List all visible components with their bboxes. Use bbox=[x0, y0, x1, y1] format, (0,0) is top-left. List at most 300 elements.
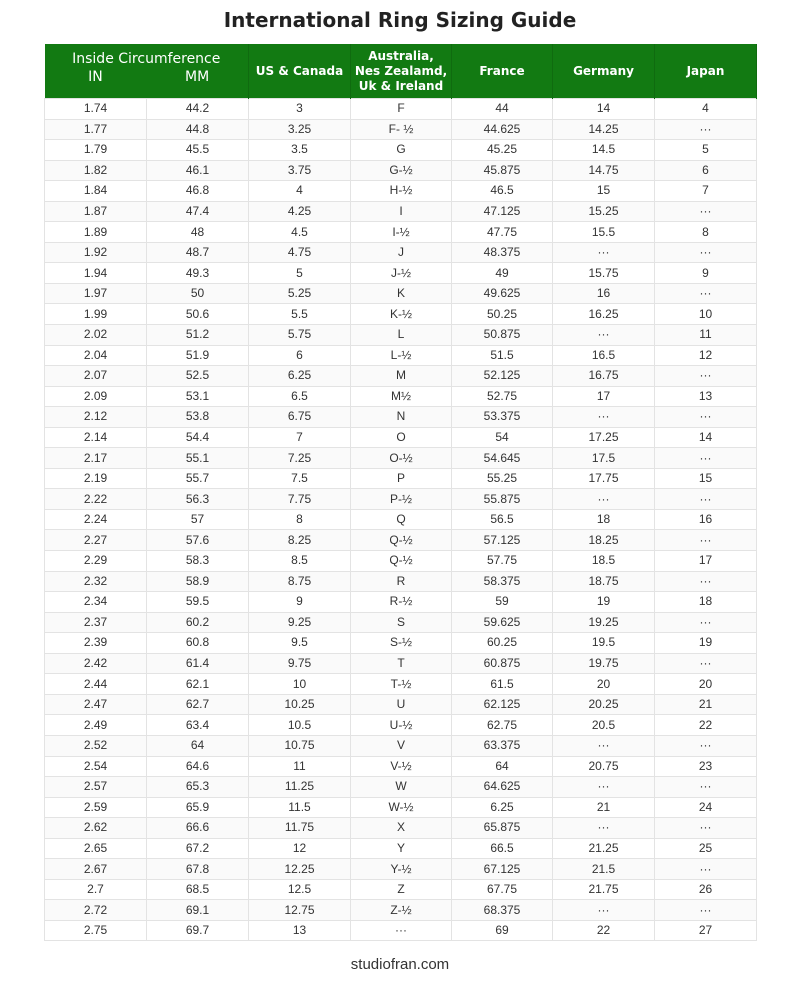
cell-france: 69 bbox=[452, 920, 553, 941]
table-row bbox=[45, 612, 757, 633]
cell-mm: 46.8 bbox=[147, 181, 249, 202]
cell-australia-nz-uk: P-½ bbox=[351, 489, 452, 510]
header-mm-label: MM bbox=[185, 69, 210, 85]
cell-in: 2.44 bbox=[45, 674, 147, 695]
cell-australia-nz-uk: S bbox=[351, 612, 452, 633]
cell-australia-nz-uk: O-½ bbox=[351, 448, 452, 469]
cell-us-canada: 13 bbox=[249, 920, 351, 941]
table-row bbox=[45, 838, 757, 859]
cell-in: 1.84 bbox=[45, 181, 147, 202]
header-inside-circumference bbox=[45, 44, 249, 99]
table-row bbox=[45, 345, 757, 366]
cell-australia-nz-uk: Y bbox=[351, 838, 452, 859]
cell-japan: 4 bbox=[655, 99, 757, 120]
cell-france: 63.375 bbox=[452, 735, 553, 756]
cell-australia-nz-uk: G-½ bbox=[351, 160, 452, 181]
header-inside-circumference-label: Inside Circumference bbox=[72, 51, 221, 67]
cell-japan: ··· bbox=[655, 653, 757, 674]
table-row bbox=[45, 674, 757, 695]
cell-mm: 63.4 bbox=[147, 715, 249, 736]
cell-japan: 24 bbox=[655, 797, 757, 818]
cell-mm: 54.4 bbox=[147, 427, 249, 448]
cell-mm: 62.1 bbox=[147, 674, 249, 695]
cell-in: 1.89 bbox=[45, 222, 147, 243]
cell-us-canada: 5.75 bbox=[249, 325, 351, 346]
cell-germany: 16.75 bbox=[553, 366, 655, 387]
header-germany: Germany bbox=[553, 44, 655, 99]
cell-germany: 16.5 bbox=[553, 345, 655, 366]
cell-us-canada: 7.75 bbox=[249, 489, 351, 510]
header-in-label: IN bbox=[88, 69, 103, 85]
cell-germany: 19.25 bbox=[553, 612, 655, 633]
cell-us-canada: 12.75 bbox=[249, 900, 351, 921]
cell-us-canada: 8.25 bbox=[249, 530, 351, 551]
cell-france: 48.375 bbox=[452, 242, 553, 263]
ring-size-table-container bbox=[44, 44, 756, 941]
cell-japan: 19 bbox=[655, 633, 757, 654]
cell-japan: 25 bbox=[655, 838, 757, 859]
cell-australia-nz-uk: T bbox=[351, 653, 452, 674]
cell-us-canada: 4.75 bbox=[249, 242, 351, 263]
cell-us-canada: 7.25 bbox=[249, 448, 351, 469]
cell-us-canada: 4 bbox=[249, 181, 351, 202]
table-row bbox=[45, 263, 757, 284]
cell-france: 64.625 bbox=[452, 777, 553, 798]
cell-in: 2.52 bbox=[45, 735, 147, 756]
table-row bbox=[45, 551, 757, 572]
cell-mm: 44.2 bbox=[147, 99, 249, 120]
cell-us-canada: 8 bbox=[249, 509, 351, 530]
cell-in: 2.27 bbox=[45, 530, 147, 551]
cell-mm: 46.1 bbox=[147, 160, 249, 181]
table-row bbox=[45, 859, 757, 880]
cell-france: 54 bbox=[452, 427, 553, 448]
table-row bbox=[45, 797, 757, 818]
cell-australia-nz-uk: Q-½ bbox=[351, 530, 452, 551]
cell-germany: 19 bbox=[553, 592, 655, 613]
cell-japan: 13 bbox=[655, 386, 757, 407]
cell-france: 61.5 bbox=[452, 674, 553, 695]
cell-japan: 26 bbox=[655, 879, 757, 900]
cell-in: 2.04 bbox=[45, 345, 147, 366]
cell-germany: ··· bbox=[553, 735, 655, 756]
cell-germany: 20.25 bbox=[553, 694, 655, 715]
header-aus-line3: Uk & Ireland bbox=[358, 78, 444, 93]
cell-france: 62.125 bbox=[452, 694, 553, 715]
table-row bbox=[45, 140, 757, 161]
cell-us-canada: 6.25 bbox=[249, 366, 351, 387]
cell-france: 44.625 bbox=[452, 119, 553, 140]
cell-in: 2.37 bbox=[45, 612, 147, 633]
cell-japan: 10 bbox=[655, 304, 757, 325]
cell-in: 1.87 bbox=[45, 201, 147, 222]
cell-france: 53.375 bbox=[452, 407, 553, 428]
header-aus-line2: Nes Zealamd, bbox=[354, 63, 448, 78]
cell-japan: ··· bbox=[655, 489, 757, 510]
cell-australia-nz-uk: R-½ bbox=[351, 592, 452, 613]
table-row bbox=[45, 99, 757, 120]
cell-in: 2.19 bbox=[45, 468, 147, 489]
cell-mm: 62.7 bbox=[147, 694, 249, 715]
cell-australia-nz-uk: S-½ bbox=[351, 633, 452, 654]
cell-mm: 64 bbox=[147, 735, 249, 756]
cell-australia-nz-uk: I bbox=[351, 201, 452, 222]
cell-us-canada: 11.75 bbox=[249, 818, 351, 839]
cell-in: 2.42 bbox=[45, 653, 147, 674]
table-row bbox=[45, 407, 757, 428]
cell-mm: 69.1 bbox=[147, 900, 249, 921]
cell-germany: ··· bbox=[553, 777, 655, 798]
cell-australia-nz-uk: P bbox=[351, 468, 452, 489]
cell-us-canada: 5.5 bbox=[249, 304, 351, 325]
cell-in: 1.79 bbox=[45, 140, 147, 161]
cell-mm: 69.7 bbox=[147, 920, 249, 941]
cell-france: 59.625 bbox=[452, 612, 553, 633]
cell-germany: 14.25 bbox=[553, 119, 655, 140]
cell-mm: 59.5 bbox=[147, 592, 249, 613]
header-japan: Japan bbox=[655, 44, 757, 99]
cell-germany: 16 bbox=[553, 283, 655, 304]
cell-france: 45.25 bbox=[452, 140, 553, 161]
cell-us-canada: 3.75 bbox=[249, 160, 351, 181]
cell-us-canada: 3 bbox=[249, 99, 351, 120]
cell-in: 1.99 bbox=[45, 304, 147, 325]
cell-japan: 22 bbox=[655, 715, 757, 736]
cell-us-canada: 9.5 bbox=[249, 633, 351, 654]
cell-france: 60.875 bbox=[452, 653, 553, 674]
cell-germany: 20 bbox=[553, 674, 655, 695]
cell-australia-nz-uk: J bbox=[351, 242, 452, 263]
cell-us-canada: 8.75 bbox=[249, 571, 351, 592]
cell-mm: 51.2 bbox=[147, 325, 249, 346]
cell-germany: 21 bbox=[553, 797, 655, 818]
cell-france: 49.625 bbox=[452, 283, 553, 304]
cell-japan: ··· bbox=[655, 900, 757, 921]
cell-in: 2.47 bbox=[45, 694, 147, 715]
cell-france: 62.75 bbox=[452, 715, 553, 736]
cell-germany: 19.5 bbox=[553, 633, 655, 654]
cell-japan: 27 bbox=[655, 920, 757, 941]
cell-france: 56.5 bbox=[452, 509, 553, 530]
cell-australia-nz-uk: U-½ bbox=[351, 715, 452, 736]
cell-australia-nz-uk: R bbox=[351, 571, 452, 592]
table-row bbox=[45, 242, 757, 263]
cell-germany: 22 bbox=[553, 920, 655, 941]
cell-australia-nz-uk: L bbox=[351, 325, 452, 346]
cell-in: 2.24 bbox=[45, 509, 147, 530]
cell-mm: 48.7 bbox=[147, 242, 249, 263]
cell-australia-nz-uk: T-½ bbox=[351, 674, 452, 695]
cell-in: 1.92 bbox=[45, 242, 147, 263]
cell-in: 2.65 bbox=[45, 838, 147, 859]
cell-germany: 14 bbox=[553, 99, 655, 120]
cell-in: 2.17 bbox=[45, 448, 147, 469]
cell-mm: 50.6 bbox=[147, 304, 249, 325]
cell-mm: 61.4 bbox=[147, 653, 249, 674]
cell-japan: 7 bbox=[655, 181, 757, 202]
cell-japan: ··· bbox=[655, 366, 757, 387]
cell-in: 2.7 bbox=[45, 879, 147, 900]
cell-in: 2.75 bbox=[45, 920, 147, 941]
cell-mm: 66.6 bbox=[147, 818, 249, 839]
cell-japan: ··· bbox=[655, 448, 757, 469]
cell-australia-nz-uk: N bbox=[351, 407, 452, 428]
cell-us-canada: 10.75 bbox=[249, 735, 351, 756]
table-header bbox=[45, 44, 757, 99]
ring-size-table bbox=[44, 44, 757, 941]
header-australia-nz-uk bbox=[351, 44, 452, 99]
cell-australia-nz-uk: O bbox=[351, 427, 452, 448]
cell-mm: 60.2 bbox=[147, 612, 249, 633]
cell-mm: 55.1 bbox=[147, 448, 249, 469]
table-row bbox=[45, 468, 757, 489]
cell-mm: 47.4 bbox=[147, 201, 249, 222]
cell-australia-nz-uk: I-½ bbox=[351, 222, 452, 243]
cell-australia-nz-uk: Y-½ bbox=[351, 859, 452, 880]
table-row bbox=[45, 735, 757, 756]
cell-in: 1.77 bbox=[45, 119, 147, 140]
header-us-canada: US & Canada bbox=[249, 44, 351, 99]
table-row bbox=[45, 448, 757, 469]
cell-germany: 18 bbox=[553, 509, 655, 530]
cell-france: 59 bbox=[452, 592, 553, 613]
cell-france: 52.125 bbox=[452, 366, 553, 387]
cell-japan: 14 bbox=[655, 427, 757, 448]
cell-france: 67.75 bbox=[452, 879, 553, 900]
cell-japan: ··· bbox=[655, 119, 757, 140]
cell-australia-nz-uk: Q-½ bbox=[351, 551, 452, 572]
table-row bbox=[45, 777, 757, 798]
cell-australia-nz-uk: M½ bbox=[351, 386, 452, 407]
cell-germany: 17.25 bbox=[553, 427, 655, 448]
cell-in: 2.32 bbox=[45, 571, 147, 592]
cell-mm: 60.8 bbox=[147, 633, 249, 654]
cell-in: 2.12 bbox=[45, 407, 147, 428]
cell-us-canada: 3.5 bbox=[249, 140, 351, 161]
cell-australia-nz-uk: L-½ bbox=[351, 345, 452, 366]
cell-france: 58.375 bbox=[452, 571, 553, 592]
cell-mm: 49.3 bbox=[147, 263, 249, 284]
cell-us-canada: 9.25 bbox=[249, 612, 351, 633]
cell-in: 2.29 bbox=[45, 551, 147, 572]
cell-france: 52.75 bbox=[452, 386, 553, 407]
cell-us-canada: 5.25 bbox=[249, 283, 351, 304]
cell-france: 67.125 bbox=[452, 859, 553, 880]
table-row bbox=[45, 366, 757, 387]
table-row bbox=[45, 879, 757, 900]
cell-in: 1.94 bbox=[45, 263, 147, 284]
cell-japan: ··· bbox=[655, 612, 757, 633]
table-row bbox=[45, 222, 757, 243]
cell-australia-nz-uk: F- ½ bbox=[351, 119, 452, 140]
cell-germany: 15.25 bbox=[553, 201, 655, 222]
cell-france: 57.125 bbox=[452, 530, 553, 551]
cell-japan: 18 bbox=[655, 592, 757, 613]
cell-germany: 21.5 bbox=[553, 859, 655, 880]
cell-germany: 15.75 bbox=[553, 263, 655, 284]
table-row bbox=[45, 160, 757, 181]
table-row bbox=[45, 715, 757, 736]
cell-germany: 21.75 bbox=[553, 879, 655, 900]
cell-australia-nz-uk: J-½ bbox=[351, 263, 452, 284]
cell-us-canada: 4.5 bbox=[249, 222, 351, 243]
cell-mm: 65.3 bbox=[147, 777, 249, 798]
header-france: France bbox=[452, 44, 553, 99]
cell-france: 45.875 bbox=[452, 160, 553, 181]
cell-us-canada: 11 bbox=[249, 756, 351, 777]
cell-germany: ··· bbox=[553, 818, 655, 839]
cell-france: 54.645 bbox=[452, 448, 553, 469]
cell-us-canada: 7.5 bbox=[249, 468, 351, 489]
cell-us-canada: 9.75 bbox=[249, 653, 351, 674]
table-row bbox=[45, 818, 757, 839]
cell-mm: 45.5 bbox=[147, 140, 249, 161]
cell-in: 1.97 bbox=[45, 283, 147, 304]
cell-in: 2.34 bbox=[45, 592, 147, 613]
cell-japan: ··· bbox=[655, 777, 757, 798]
cell-japan: 21 bbox=[655, 694, 757, 715]
cell-in: 2.22 bbox=[45, 489, 147, 510]
cell-france: 68.375 bbox=[452, 900, 553, 921]
table-row bbox=[45, 653, 757, 674]
cell-australia-nz-uk: H-½ bbox=[351, 181, 452, 202]
cell-france: 51.5 bbox=[452, 345, 553, 366]
table-row bbox=[45, 530, 757, 551]
cell-mm: 56.3 bbox=[147, 489, 249, 510]
cell-in: 2.59 bbox=[45, 797, 147, 818]
table-row bbox=[45, 694, 757, 715]
cell-germany: ··· bbox=[553, 489, 655, 510]
cell-france: 60.25 bbox=[452, 633, 553, 654]
cell-us-canada: 10.25 bbox=[249, 694, 351, 715]
cell-us-canada: 6 bbox=[249, 345, 351, 366]
cell-australia-nz-uk: U bbox=[351, 694, 452, 715]
cell-mm: 53.8 bbox=[147, 407, 249, 428]
cell-australia-nz-uk: ··· bbox=[351, 920, 452, 941]
cell-japan: ··· bbox=[655, 201, 757, 222]
cell-in: 2.49 bbox=[45, 715, 147, 736]
table-row bbox=[45, 489, 757, 510]
cell-australia-nz-uk: Q bbox=[351, 509, 452, 530]
cell-japan: 11 bbox=[655, 325, 757, 346]
cell-france: 46.5 bbox=[452, 181, 553, 202]
cell-mm: 57.6 bbox=[147, 530, 249, 551]
cell-japan: ··· bbox=[655, 818, 757, 839]
cell-mm: 44.8 bbox=[147, 119, 249, 140]
cell-us-canada: 6.75 bbox=[249, 407, 351, 428]
cell-us-canada: 9 bbox=[249, 592, 351, 613]
cell-in: 2.62 bbox=[45, 818, 147, 839]
cell-in: 2.07 bbox=[45, 366, 147, 387]
cell-france: 64 bbox=[452, 756, 553, 777]
table-row bbox=[45, 181, 757, 202]
cell-japan: 6 bbox=[655, 160, 757, 181]
cell-france: 6.25 bbox=[452, 797, 553, 818]
cell-germany: ··· bbox=[553, 325, 655, 346]
cell-france: 55.875 bbox=[452, 489, 553, 510]
cell-australia-nz-uk: G bbox=[351, 140, 452, 161]
cell-in: 2.54 bbox=[45, 756, 147, 777]
cell-japan: 23 bbox=[655, 756, 757, 777]
page-title: International Ring Sizing Guide bbox=[223, 8, 577, 32]
cell-japan: 15 bbox=[655, 468, 757, 489]
cell-australia-nz-uk: K bbox=[351, 283, 452, 304]
cell-us-canada: 11.25 bbox=[249, 777, 351, 798]
cell-mm: 57 bbox=[147, 509, 249, 530]
cell-us-canada: 5 bbox=[249, 263, 351, 284]
cell-germany: 14.75 bbox=[553, 160, 655, 181]
cell-france: 50.25 bbox=[452, 304, 553, 325]
cell-us-canada: 12.25 bbox=[249, 859, 351, 880]
cell-mm: 65.9 bbox=[147, 797, 249, 818]
cell-japan: 17 bbox=[655, 551, 757, 572]
cell-mm: 67.2 bbox=[147, 838, 249, 859]
cell-france: 49 bbox=[452, 263, 553, 284]
cell-japan: 20 bbox=[655, 674, 757, 695]
cell-mm: 52.5 bbox=[147, 366, 249, 387]
cell-germany: 17 bbox=[553, 386, 655, 407]
cell-japan: ··· bbox=[655, 859, 757, 880]
cell-in: 1.82 bbox=[45, 160, 147, 181]
table-row bbox=[45, 920, 757, 941]
cell-germany: 18.5 bbox=[553, 551, 655, 572]
cell-us-canada: 8.5 bbox=[249, 551, 351, 572]
cell-germany: ··· bbox=[553, 900, 655, 921]
header-aus-line1: Australia, bbox=[368, 48, 434, 63]
cell-germany: 17.75 bbox=[553, 468, 655, 489]
cell-japan: 8 bbox=[655, 222, 757, 243]
cell-us-canada: 10 bbox=[249, 674, 351, 695]
cell-us-canada: 3.25 bbox=[249, 119, 351, 140]
cell-mm: 50 bbox=[147, 283, 249, 304]
cell-us-canada: 12.5 bbox=[249, 879, 351, 900]
table-row bbox=[45, 304, 757, 325]
cell-france: 50.875 bbox=[452, 325, 553, 346]
cell-australia-nz-uk: Z bbox=[351, 879, 452, 900]
cell-mm: 67.8 bbox=[147, 859, 249, 880]
cell-in: 2.72 bbox=[45, 900, 147, 921]
table-body bbox=[45, 99, 757, 941]
cell-germany: 21.25 bbox=[553, 838, 655, 859]
table-row bbox=[45, 283, 757, 304]
cell-mm: 51.9 bbox=[147, 345, 249, 366]
cell-germany: 18.25 bbox=[553, 530, 655, 551]
cell-germany: 17.5 bbox=[553, 448, 655, 469]
cell-in: 1.74 bbox=[45, 99, 147, 120]
cell-france: 47.75 bbox=[452, 222, 553, 243]
cell-france: 57.75 bbox=[452, 551, 553, 572]
cell-germany: ··· bbox=[553, 407, 655, 428]
cell-germany: 20.5 bbox=[553, 715, 655, 736]
cell-mm: 58.3 bbox=[147, 551, 249, 572]
cell-in: 2.57 bbox=[45, 777, 147, 798]
cell-japan: ··· bbox=[655, 407, 757, 428]
cell-australia-nz-uk: M bbox=[351, 366, 452, 387]
footer-site-name: studiofran.com bbox=[350, 956, 450, 973]
cell-australia-nz-uk: V bbox=[351, 735, 452, 756]
table-row bbox=[45, 427, 757, 448]
table-row bbox=[45, 119, 757, 140]
cell-germany: 16.25 bbox=[553, 304, 655, 325]
cell-germany: 15.5 bbox=[553, 222, 655, 243]
cell-in: 2.14 bbox=[45, 427, 147, 448]
cell-japan: 5 bbox=[655, 140, 757, 161]
cell-japan: 9 bbox=[655, 263, 757, 284]
cell-germany: 14.5 bbox=[553, 140, 655, 161]
cell-australia-nz-uk: X bbox=[351, 818, 452, 839]
cell-us-canada: 11.5 bbox=[249, 797, 351, 818]
cell-mm: 68.5 bbox=[147, 879, 249, 900]
